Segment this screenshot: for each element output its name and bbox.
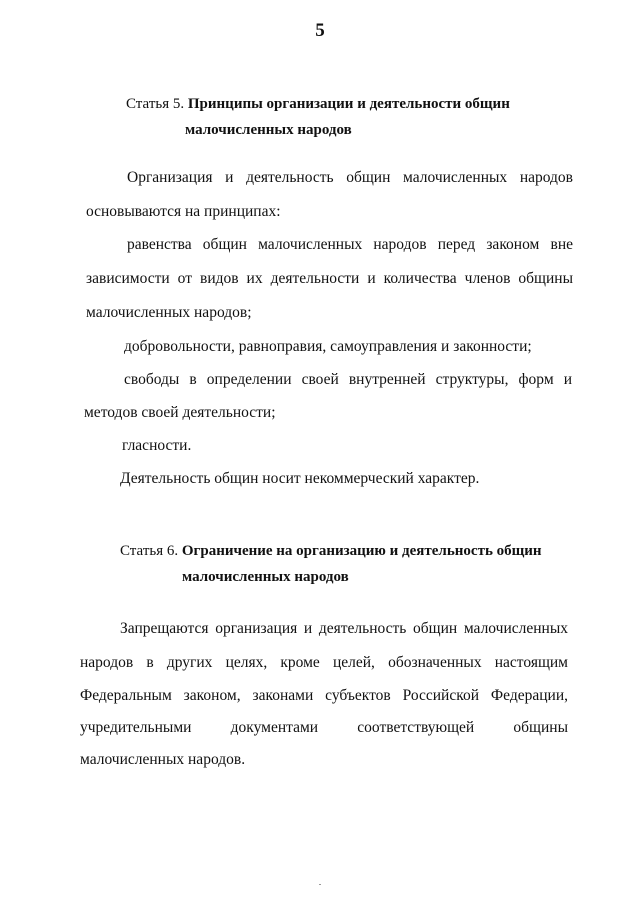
article-5-title-line-2: малочисленных народов — [185, 122, 352, 138]
article-5-line-8: методов своей деятельности; — [84, 404, 276, 421]
article-6-line-3: Федеральным законом, законами субъектов Российской Федерации, — [80, 687, 568, 704]
article-6-title-line-1: Ограничение на организацию и деятельность общин — [181, 543, 542, 559]
article-5-line-6: добровольности, равноправия, самоуправления и законности; — [124, 338, 532, 355]
article-5-line-7: свободы в определении своей внутренней структуры, форм и — [124, 371, 572, 388]
article-6-line-1: Запрещаются организация и деятельность общин малочисленных — [120, 620, 568, 637]
article-5-line-1: Организация и деятельность общин малочисленных народов — [127, 169, 573, 186]
article-6-title-line-2-row — [182, 569, 349, 586]
article-5-title-line-1: Принципы организации и деятельности общин — [187, 96, 510, 112]
article-5-heading — [126, 96, 510, 113]
article-5-line-3: равенства общин малочисленных народов перед законом вне — [127, 236, 573, 253]
article-6-line-2: народов в других целях, кроме целей, обозначенных настоящим — [80, 654, 568, 671]
article-6-line-5: малочисленных народов. — [80, 751, 246, 768]
scan-speck — [319, 884, 321, 885]
article-6-line-4: учредительными документами соответствующей общины — [80, 719, 568, 736]
article-5-prefix: Статья 5. — [126, 96, 185, 112]
article-5-line-2: основываются на принципах: — [86, 203, 281, 220]
page-number: 5 — [315, 20, 325, 41]
article-5-line-4: зависимости от видов их деятельности и количества членов общины — [86, 270, 573, 287]
article-5-line-10: Деятельность общин носит некоммерческий характер. — [120, 470, 480, 487]
article-6-prefix: Статья 6. — [120, 543, 179, 559]
article-6-heading — [120, 543, 542, 560]
article-5-title-line-2-row — [185, 122, 352, 139]
article-5-line-9: гласности. — [122, 437, 192, 454]
article-5-line-5: малочисленных народов; — [86, 304, 252, 321]
article-6-title-line-2: малочисленных народов — [182, 569, 349, 585]
